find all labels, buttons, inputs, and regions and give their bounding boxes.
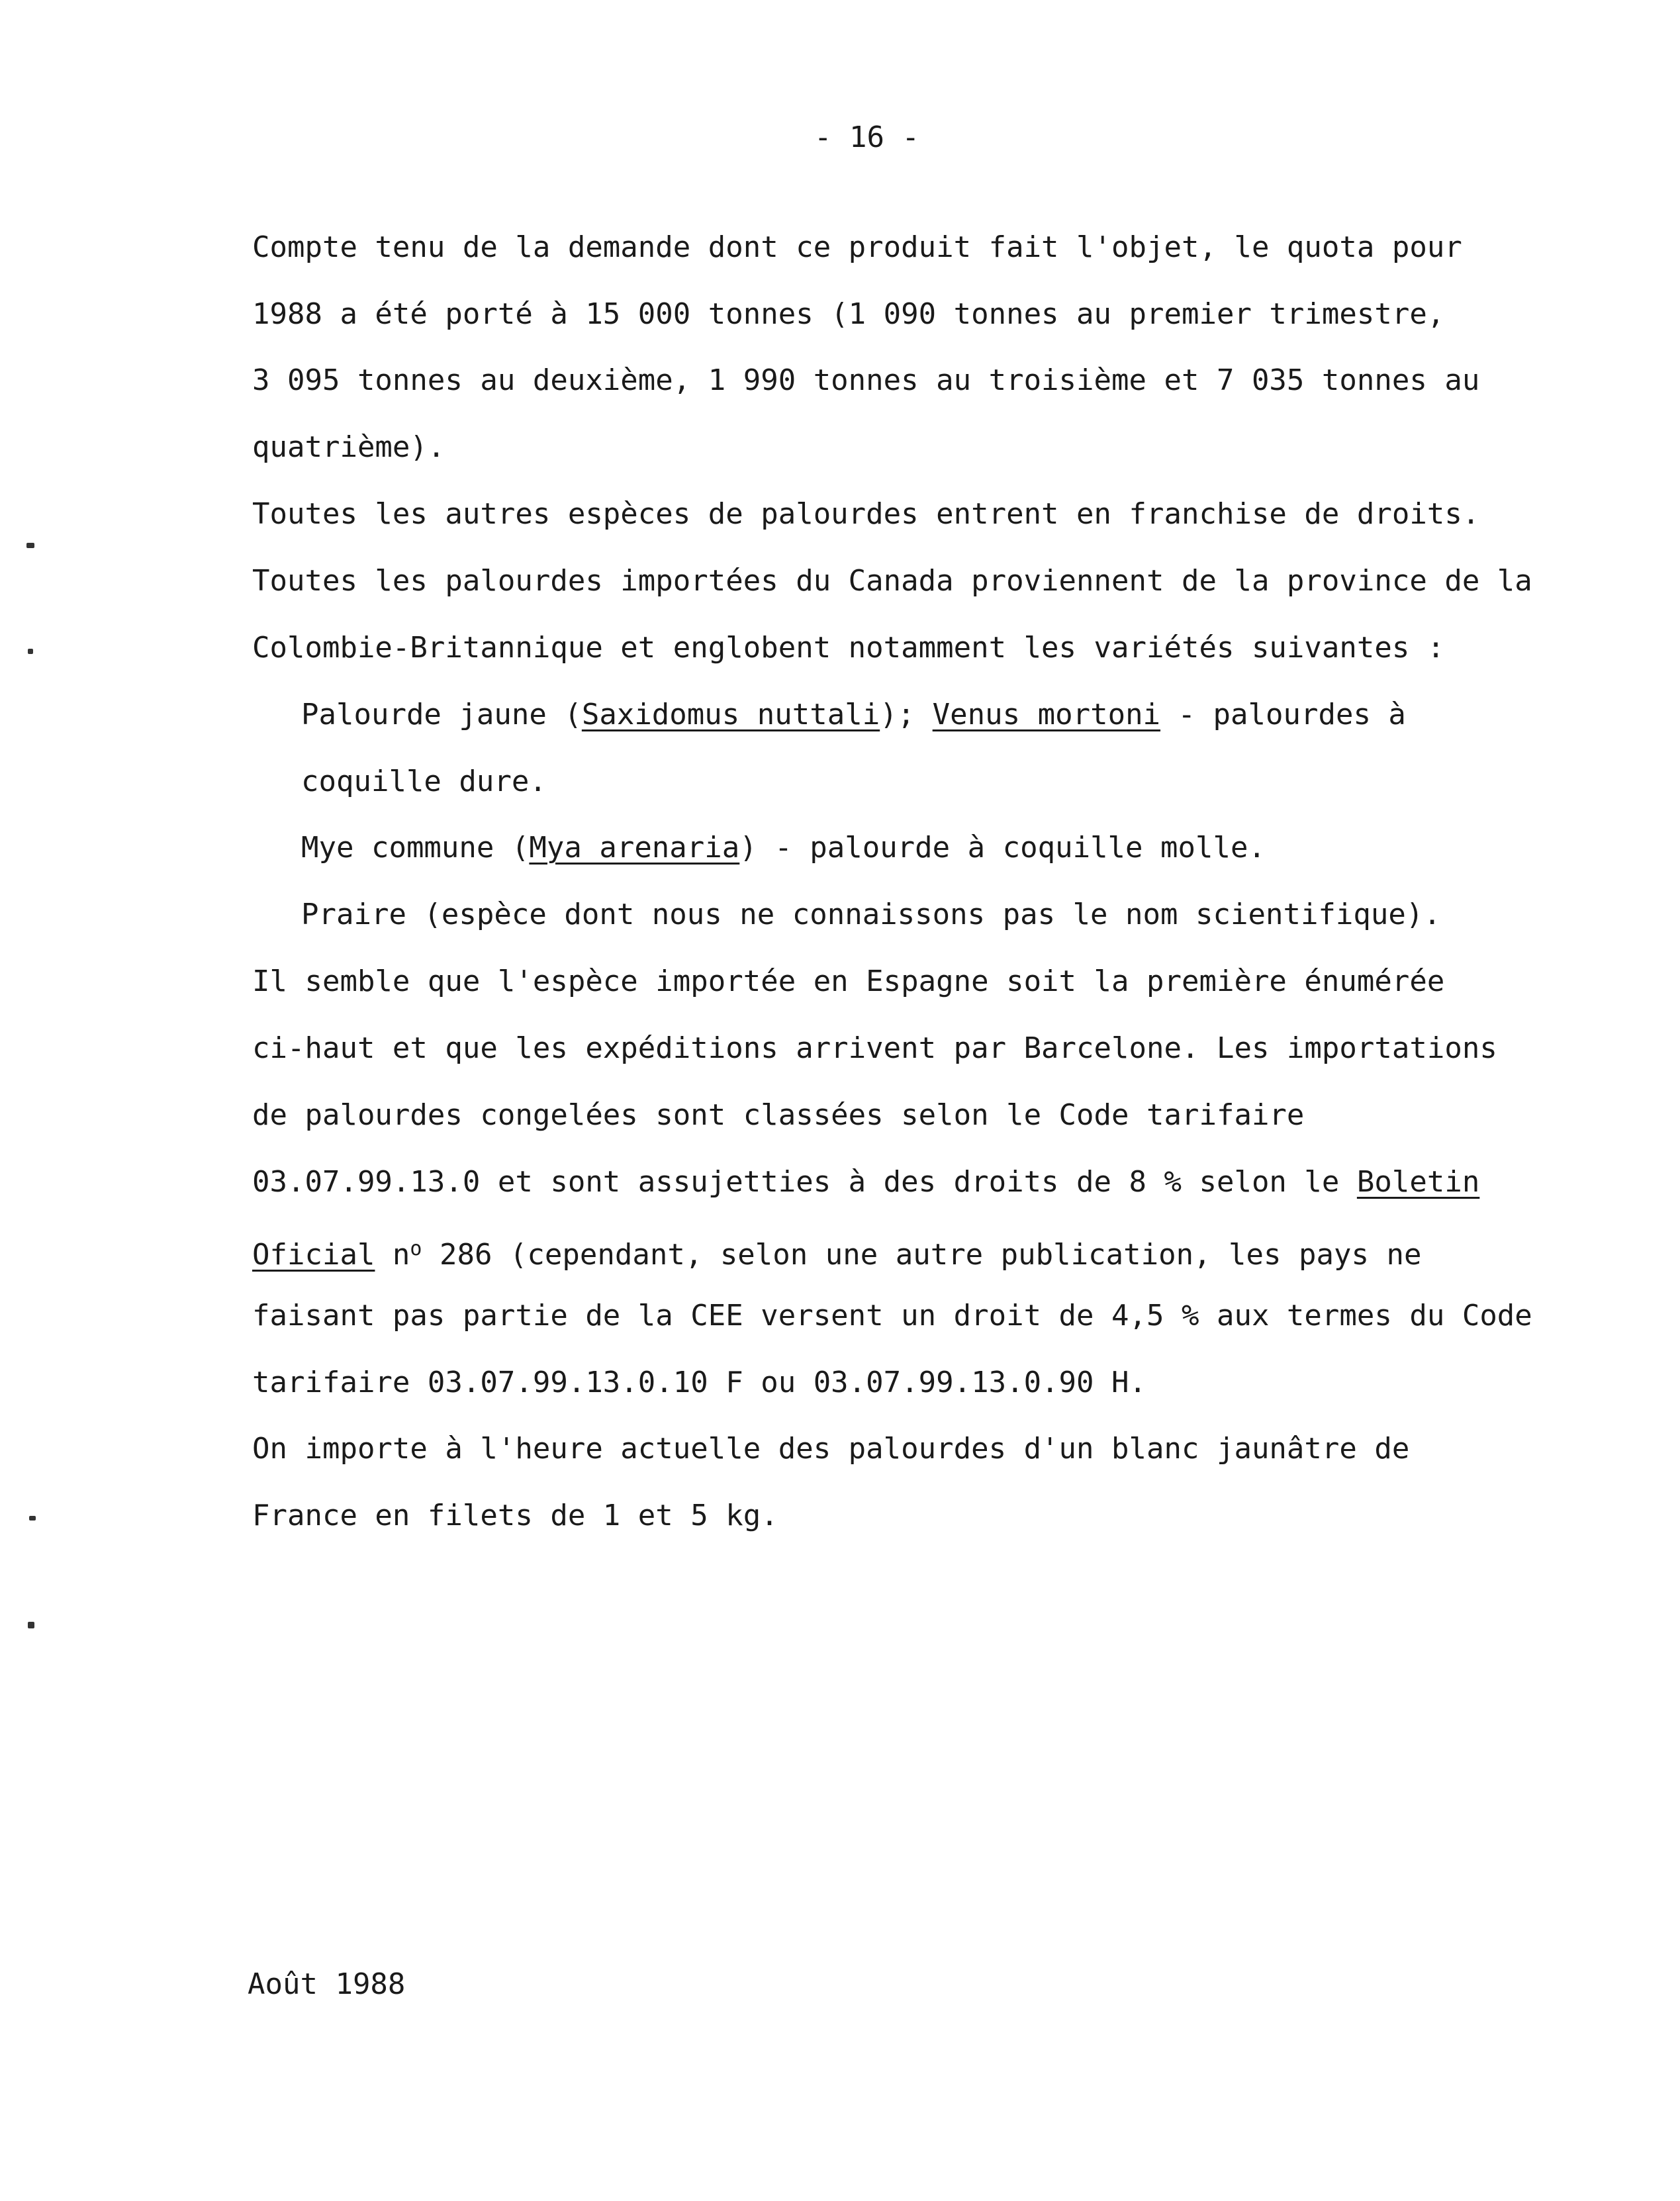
variety-line: coquille dure.: [301, 765, 547, 798]
text-line: Colombie-Britannique et englobent notamment les variétés suivantes :: [252, 631, 1445, 665]
scan-mark: [28, 649, 33, 654]
scan-mark: [28, 1622, 34, 1628]
text-line: faisant pas partie de la CEE versent un droit de 4,5 % aux termes du Code: [252, 1299, 1532, 1333]
variety-line: Praire (espèce dont nous ne connaissons pas le nom scientifique).: [301, 898, 1441, 931]
text-line: Compte tenu de la demande dont ce produit fait l'objet, le quota pour: [252, 230, 1462, 264]
text-line: quatrième).: [252, 430, 445, 464]
variety-line: [301, 829, 1266, 866]
text-line: Toutes les palourdes importées du Canada proviennent de la province de la: [252, 564, 1532, 598]
text-line: ci-haut et que les expéditions arrivent par Barcelone. Les importations: [252, 1031, 1497, 1065]
text-line: de palourdes congelées sont classées selon le Code tarifaire: [252, 1098, 1305, 1132]
text-line: tarifaire 03.07.99.13.0.10 F ou 03.07.99.13.0.90 H.: [252, 1366, 1147, 1399]
superscript: o: [410, 1237, 422, 1260]
text-segment: n: [375, 1238, 410, 1272]
scientific-name: Venus mortoni: [932, 698, 1161, 731]
text-line: 3 095 tonnes au deuxième, 1 990 tonnes au troisième et 7 035 tonnes au: [252, 363, 1480, 397]
page-number: - 16 -: [814, 120, 919, 154]
text-line: France en filets de 1 et 5 kg.: [252, 1499, 778, 1532]
document-date: Août 1988: [248, 1967, 406, 2001]
text-line: [252, 1164, 1479, 1201]
text-line: Toutes les autres espèces de palourdes entrent en franchise de droits.: [252, 497, 1480, 531]
text-segment: ) - palourde à coquille molle.: [739, 831, 1266, 865]
text-line: Il semble que l'espèce importée en Espagne soit la première énumérée: [252, 964, 1445, 998]
text-segment: 286 (cependant, selon une autre publication, les pays ne: [422, 1238, 1422, 1272]
publication-title: Oficial: [252, 1238, 375, 1272]
text-line: [252, 1231, 1421, 1274]
publication-title: Boletin: [1356, 1165, 1480, 1199]
scan-mark: [26, 543, 34, 548]
scientific-name: Saxidomus nuttali: [581, 698, 880, 731]
text-line: On importe à l'heure actuelle des palourdes d'un blanc jaunâtre de: [252, 1432, 1410, 1466]
text-segment: );: [880, 698, 933, 731]
scan-mark: [29, 1516, 36, 1521]
text-segment: - palourdes à: [1160, 698, 1406, 731]
text-segment: Mye commune (: [301, 831, 530, 865]
variety-line: [301, 696, 1406, 733]
text-segment: 03.07.99.13.0 et sont assujetties à des droits de 8 % selon le: [252, 1165, 1357, 1199]
text-line: 1988 a été porté à 15 000 tonnes (1 090 tonnes au premier trimestre,: [252, 297, 1445, 331]
text-segment: Palourde jaune (: [301, 698, 582, 731]
scientific-name: Mya arenaria: [529, 831, 740, 865]
